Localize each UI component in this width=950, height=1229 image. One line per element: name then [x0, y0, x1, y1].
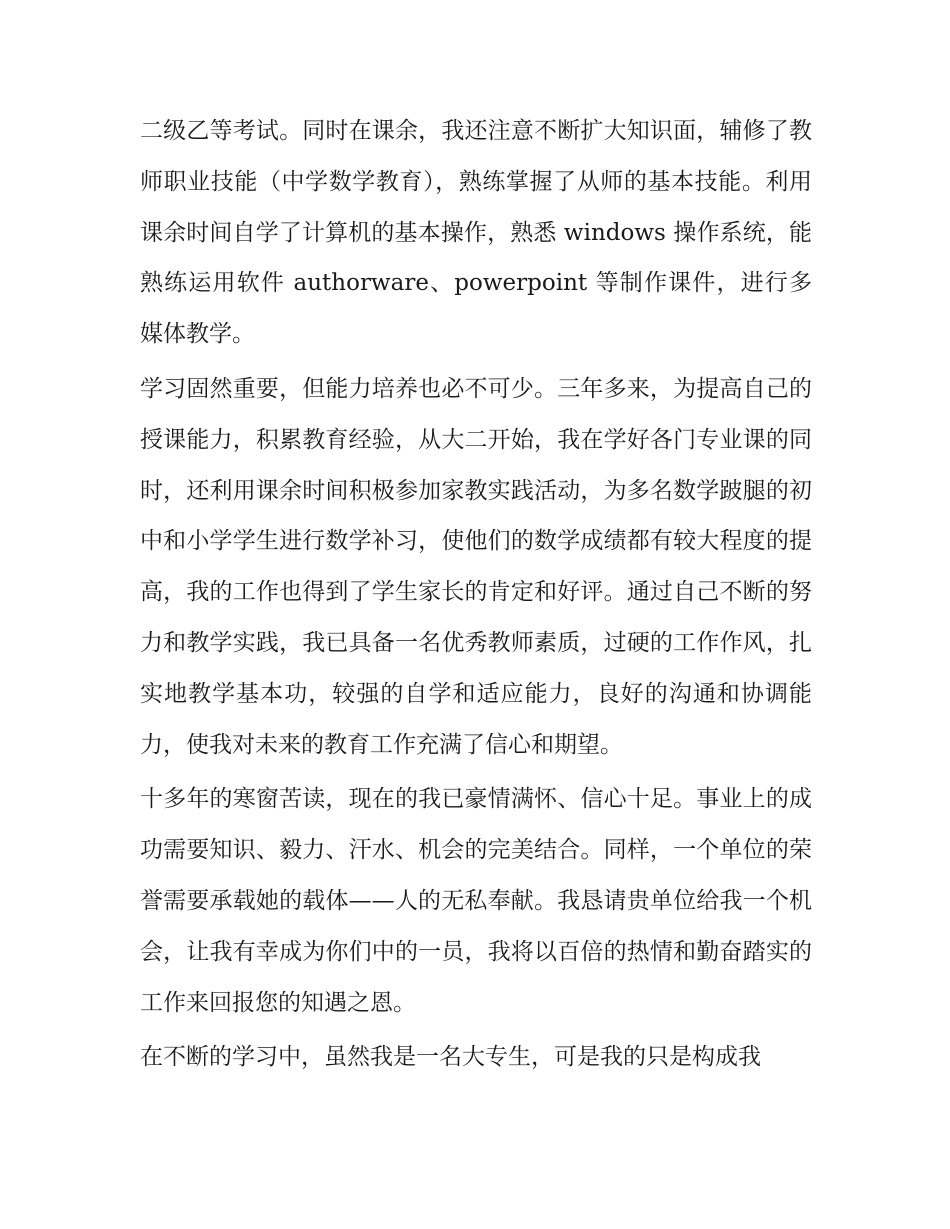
paragraph-skills: 二级乙等考试。同时在课余，我还注意不断扩大知识面，辅修了教师职业技能（中学数学教育），熟练掌握了从师的基本技能。利用课余时间自学了计算机的基本操作，熟悉 windows 操作系统，能熟练运用软件 authorware、powerpoint 等制作课件，进行多媒体教学。 [140, 118, 812, 348]
paragraph-learning: 在不断的学习中，虽然我是一名大专生，可是我的只是构成我 [140, 1044, 761, 1071]
paragraph-tutoring: 学习固然重要，但能力培养也必不可少。三年多来，为提高自己的授课能力，积累教育经验，从大二开始，我在学好各门专业课的同时，还利用课余时间积极参加家教实践活动，为多名数学跛腿的初中和小学学生进行数学补习，使他们的数学成绩都有较大程度的提高，我的工作也得到了学生家长的肯定和好评。通过自己不断的努力和教学实践，我已具备一名优秀教师素质，过硬的工作作风，扎实地教学基本功，较强的自学和适应能力，良好的沟通和协调能力，使我对未来的教育工作充满了信心和期望。 [140, 375, 812, 758]
paragraph-aspiration: 十多年的寒窗苦读，现在的我已豪情满怀、信心十足。事业上的成功需要知识、毅力、汗水、机会的完美结合。同样，一个单位的荣誉需要承载她的载体——人的无私奉献。我恳请贵单位给我一个机会，让我有幸成为你们中的一员，我将以百倍的热情和勤奋踏实的工作来回报您的知遇之恩。 [140, 786, 812, 1016]
document-body [140, 106, 812, 1087]
